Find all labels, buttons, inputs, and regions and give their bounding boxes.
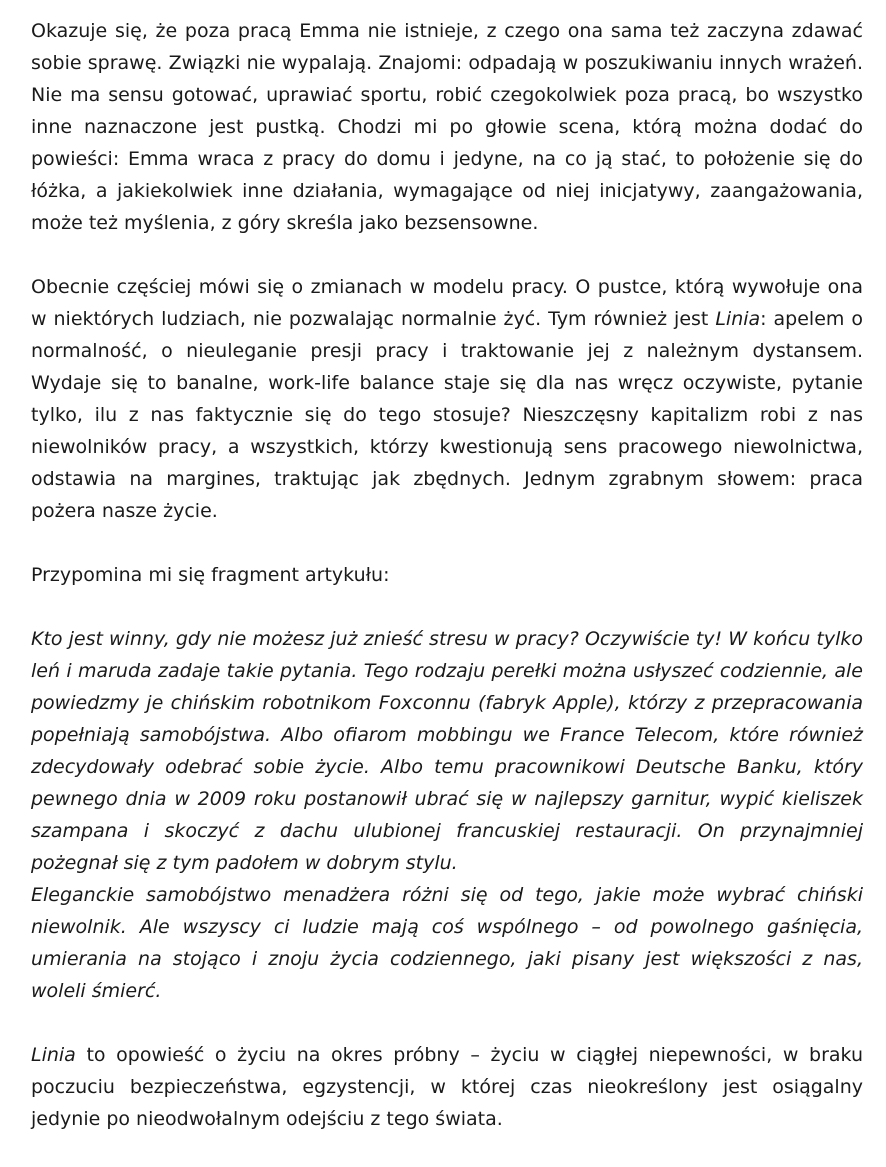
quote-text-2: Eleganckie samobójstwo menadżera różni się od tego, jakie może wybrać chiński niewolnik. Ale wszyscy ci ludzie mają coś wspólnego – od powolnego gaśnięcia, umierania na stojąco i znoju życia codziennego, jaki pisany jest większości z nas, woleli śmierć. [31,884,863,1002]
paragraph-conclusion [31,1039,863,1135]
paragraph-work-model [31,271,863,527]
article-body [31,15,863,1167]
paragraph-work-model-text-end: : apelem o normalność, o nieuleganie presji pracy i traktowanie jej z należnym dystansem. Wydaje się to banalne, work-life balance staje się dla nas wręcz oczywiste, pytanie tylko, ilu z nas faktycznie się do tego stosuje? Nieszczęsny kapitalizm robi z nas niewolników pracy, a wszystkich, którzy kwestionują sens pracowego niewolnictwa, odstawia na margines, traktując jak zbędnych. Jednym zgrabnym słowem: praca pożera nasze życie. [31,308,863,522]
paragraph-article-intro: Przypomina mi się fragment artykułu: [31,564,390,586]
paragraph-emma: Okazuje się, że poza pracą Emma nie istnieje, z czego ona sama też zaczyna zdawać sobie sprawę. Związki nie wypalają. Znajomi: odpadają w poszukiwaniu innych wrażeń. Nie ma sensu gotować, uprawiać sportu, robić czegokolwiek poza pracą, bo wszystko inne naznaczone jest pustką. Chodzi mi po głowie scena, którą można dodać do powieści: Emma wraca z pracy do domu i jedyne, na co ją stać, to położenie się do łóżka, a jakiekolwiek inne działania, wymagające od niej inicjatywy, zaangażowania, może też myślenia, z góry skreśla jako bezsensowne. [31,20,863,234]
quote-text-1: Kto jest winny, gdy nie możesz już znieść stresu w pracy? Oczywiście ty! W końcu tylko leń i maruda zadaje takie pytania. Tego rodzaju perełki można usłyszeć codziennie, ale powiedzmy je chińskim robotnikom Foxconnu (fabryk Apple), którzy z przepracowania popełniają samobójstwa. Albo ofiarom mobbingu we France Telecom, które również zdecydowały odebrać sobie życie. Albo temu pracownikowi Deutsche Banku, który pewnego dnia w 2009 roku postanowił ubrać się w najlepszy garnitur, wypić kieliszek szampana i skoczyć z dachu ulubionej francuskiej restauracji. On przynajmniej pożegnał się z tym padołem w dobrym stylu. [31,628,863,874]
paragraph-work-model-text-start: Obecnie częściej mówi się o zmianach w modelu pracy. O pustce, którą wywołuje ona w niektórych ludziach, nie pozwalając normalnie żyć. Tym również jest [31,276,863,330]
book-title: Linia [31,1044,76,1066]
quote-paragraph-2 [31,879,863,1007]
book-title: Linia [715,308,761,330]
paragraph-conclusion-text: to opowieść o życiu na okres próbny – życiu w ciągłej niepewności, w braku poczuciu bezpieczeństwa, egzystencji, w której czas nieokreślony jest osiągalny jedynie po nieodwołalnym odejściu z tego świata. [31,1044,863,1130]
quote-paragraph-1 [31,623,863,879]
